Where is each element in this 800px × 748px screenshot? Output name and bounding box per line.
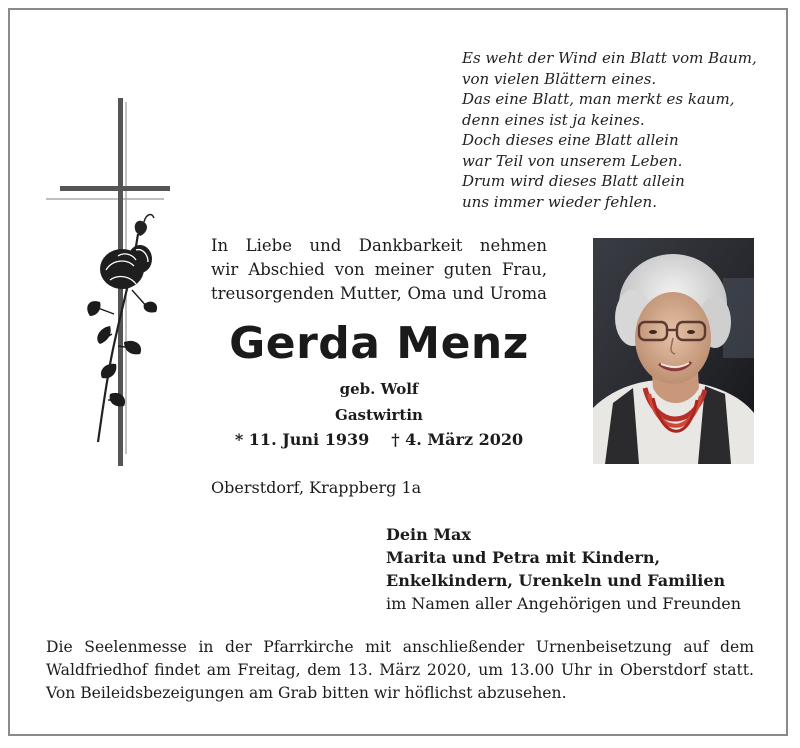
birth-date: * 11. Juni 1939 xyxy=(234,430,370,449)
signer-closing: im Namen aller Angehörigen und Freunden xyxy=(386,594,742,613)
address: Oberstdorf, Krappberg 1a xyxy=(211,478,422,497)
notice-line: Waldfriedhof findet am Freitag, dem 13. März 2020, um 13.00 Uhr in Oberstdorf statt. xyxy=(46,661,754,679)
poem-line: denn eines ist ja keines. xyxy=(462,110,645,129)
death-date: † 4. März 2020 xyxy=(391,430,524,449)
intro-line: treusorgenden Mutter, Oma und Uroma xyxy=(211,284,547,303)
poem-line: Es weht der Wind ein Blatt vom Baum, xyxy=(462,49,757,67)
poem xyxy=(462,48,782,212)
life-dates xyxy=(211,430,547,449)
occupation: Gastwirtin xyxy=(335,406,423,424)
signer-line: Dein Max xyxy=(386,525,471,544)
signer-line: Marita und Petra mit Kindern, xyxy=(386,548,661,567)
funeral-notice xyxy=(46,636,754,705)
poem-line: uns immer wieder fehlen. xyxy=(462,192,657,211)
intro-text xyxy=(211,234,547,306)
signer-line: Enkelkindern, Urenkeln und Familien xyxy=(386,571,726,590)
poem-line: war Teil von unserem Leben. xyxy=(462,151,683,170)
notice-line: Die Seelenmesse in der Pfarrkirche mit anschließender Urnenbeisetzung auf dem xyxy=(46,638,754,656)
intro-line: wir Abschied von meiner guten Frau, xyxy=(211,260,547,279)
signers xyxy=(386,523,741,615)
poem-line: Drum wird dieses Blatt allein xyxy=(462,172,685,190)
notice-line: Von Beileidsbezeigungen am Grab bitten wir höflichst abzusehen. xyxy=(46,684,567,702)
deceased-name: Gerda Menz xyxy=(229,318,529,369)
poem-line: von vielen Blättern eines. xyxy=(462,69,657,88)
poem-line: Das eine Blatt, man merkt es kaum, xyxy=(462,90,735,108)
portrait-photo xyxy=(593,238,754,464)
maiden-name: geb. Wolf xyxy=(339,380,419,398)
cross-with-rose-icon xyxy=(40,94,170,478)
intro-line: In Liebe und Dankbarkeit nehmen xyxy=(211,236,547,255)
poem-line: Doch dieses eine Blatt allein xyxy=(462,131,679,149)
